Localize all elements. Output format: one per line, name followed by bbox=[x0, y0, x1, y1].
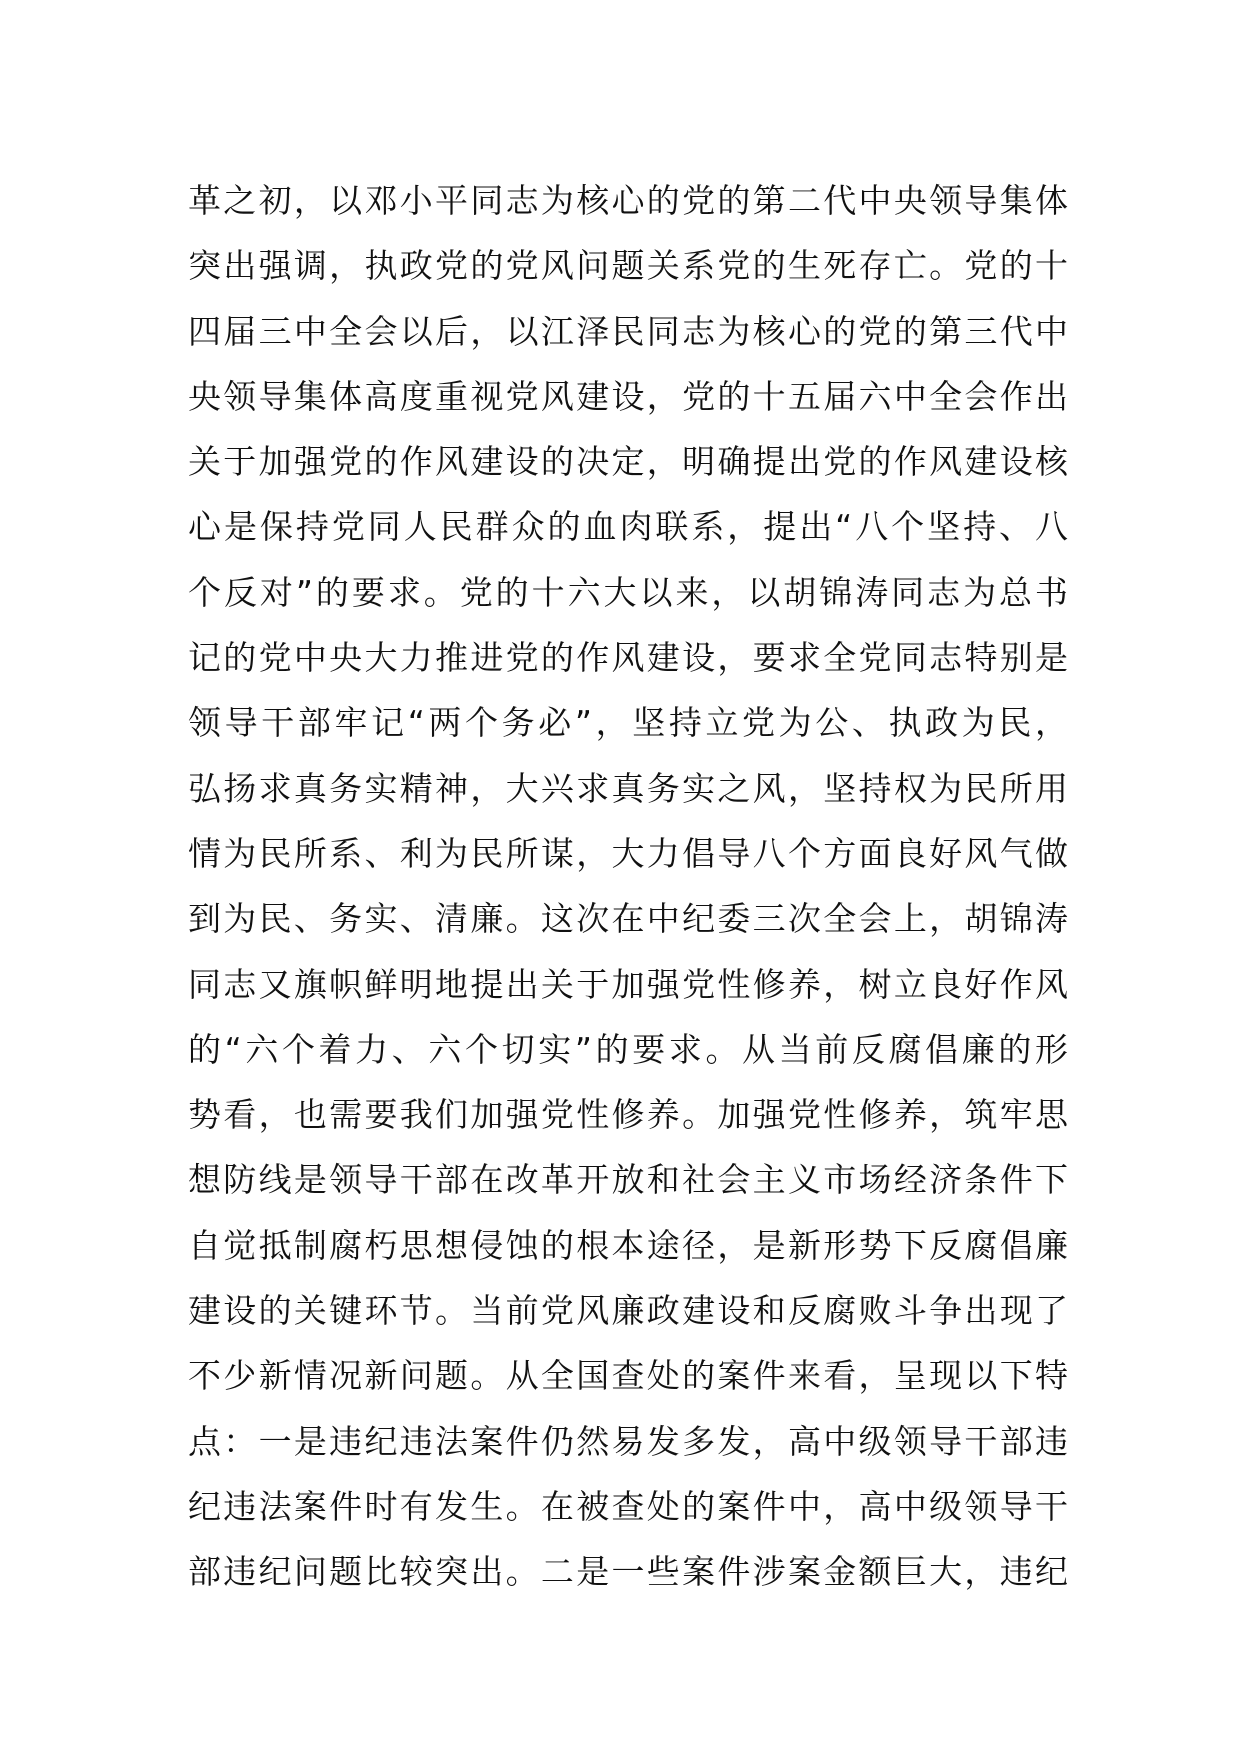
text-line: 心是保持党同人民群众的血肉联系，提出“八个坚持、八 bbox=[188, 507, 1068, 547]
text-line: 情为民所系、利为民所谋，大力倡导八个方面良好风气做 bbox=[188, 833, 1068, 873]
text-line: 弘扬求真务实精神，大兴求真务实之风，坚持权为民所用 bbox=[188, 768, 1068, 808]
text-line: 想防线是领导干部在改革开放和社会主义市场经济条件下 bbox=[188, 1160, 1068, 1200]
text-line: 到为民、务实、清廉。这次在中纪委三次全会上，胡锦涛 bbox=[188, 899, 1068, 939]
text-line: 部违纪问题比较突出。二是一些案件涉案金额巨大，违纪 bbox=[188, 1552, 1068, 1592]
text-line: 自觉抵制腐朽思想侵蚀的根本途径，是新形势下反腐倡廉 bbox=[188, 1225, 1068, 1265]
text-line: 四届三中全会以后，以江泽民同志为核心的党的第三代中 bbox=[188, 311, 1068, 351]
text-line: 突出强调，执政党的党风问题关系党的生死存亡。党的十 bbox=[188, 246, 1068, 286]
text-line: 势看，也需要我们加强党性修养。加强党性修养，筑牢思 bbox=[188, 1095, 1068, 1135]
text-line: 不少新情况新问题。从全国查处的案件来看，呈现以下特 bbox=[188, 1356, 1068, 1396]
text-line: 央领导集体高度重视党风建设，党的十五届六中全会作出 bbox=[188, 376, 1068, 416]
text-line: 关于加强党的作风建设的决定，明确提出党的作风建设核 bbox=[188, 442, 1068, 482]
text-line: 的“六个着力、六个切实”的要求。从当前反腐倡廉的形 bbox=[188, 1029, 1068, 1069]
text-line: 个反对”的要求。党的十六大以来，以胡锦涛同志为总书 bbox=[188, 572, 1068, 612]
text-line: 革之初，以邓小平同志为核心的党的第二代中央领导集体 bbox=[188, 181, 1068, 220]
text-line: 记的党中央大力推进党的作风建设，要求全党同志特别是 bbox=[188, 638, 1068, 678]
text-line: 建设的关键环节。当前党风廉政建设和反腐败斗争出现了 bbox=[188, 1291, 1068, 1331]
text-line: 同志又旗帜鲜明地提出关于加强党性修养，树立良好作风 bbox=[188, 964, 1068, 1004]
text-line: 纪违法案件时有发生。在被查处的案件中，高中级领导干 bbox=[188, 1486, 1068, 1526]
body-text bbox=[188, 168, 1068, 1605]
text-line: 点：一是违纪违法案件仍然易发多发，高中级领导干部违 bbox=[188, 1421, 1068, 1461]
text-line: 领导干部牢记“两个务必”，坚持立党为公、执政为民， bbox=[188, 703, 1068, 743]
